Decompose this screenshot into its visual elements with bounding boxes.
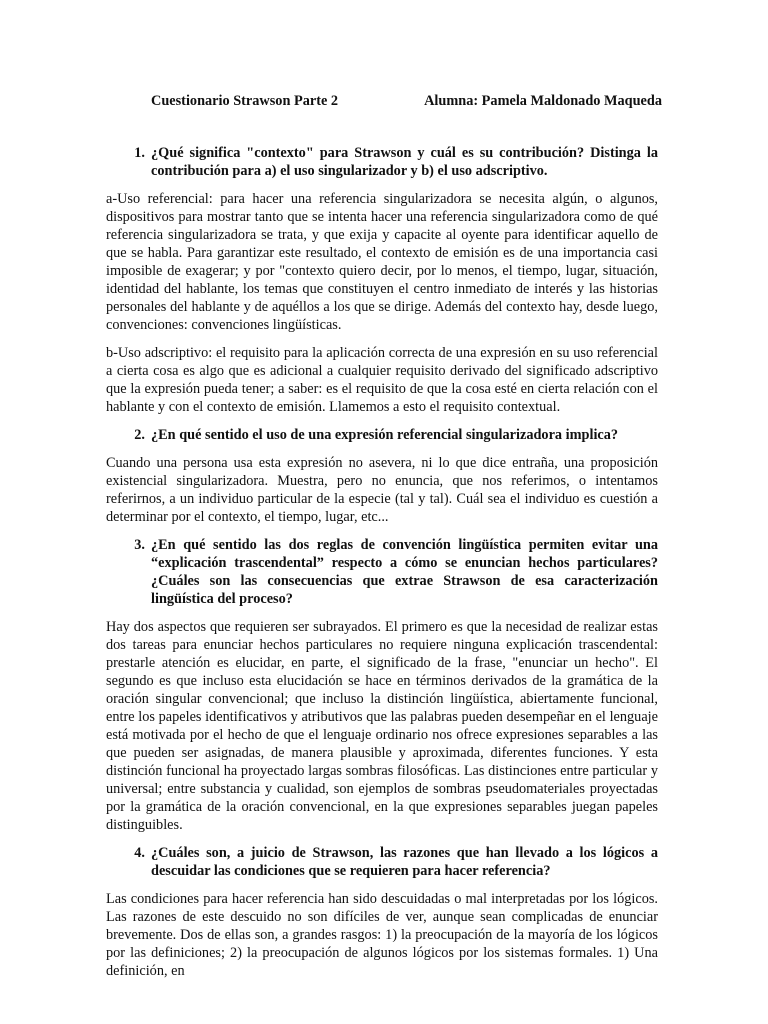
answer-paragraph: a-Uso referencial: para hacer una referencia singularizadora se necesita algún, o algunos, dispositivos para mostrar tanto que se intenta hacer una referencia singularizadora como de qué referencia singularizadora se trata, y que exija y capacite al oyente para identificar aquello de que se habla. Para garantizar este resultado, el contexto de emisión es de una importancia casi imposible de exagerar; y por "contexto quiero decir, por lo menos, el tiempo, lugar, situación, identidad del hablante, los temas que constituyen el centro inmediato de interés y las historias personales del hablante y de aquéllos a los que se dirige. Además del contexto hay, desde luego, convenciones: convenciones lingüísticas. — [106, 191, 658, 333]
answer-paragraph: Las condiciones para hacer referencia han sido descuidadas o mal interpretadas por los lógicos. Las razones de este descuido no son difíciles de ver, aunque sean complicadas de enunciar brevemente. Dos de ellas son, a grandes rasgos: 1) la preocupación de la mayoría de los lógicos por las definiciones; 2) la preocupación de algunos lógicos por los sistemas formales. 1) Una definición, en — [106, 891, 658, 979]
question-2 — [106, 426, 658, 444]
question-number: 4. — [134, 845, 145, 861]
answer-paragraph: Hay dos aspectos que requieren ser subrayados. El primero es que la necesidad de realizar estas dos tareas para enunciar hechos particulares no requiere ninguna explicación trascendental: prestarle atención es elucidar, en parte, el significado de la frase, "enunciar un hecho". El segundo es que incluso esta elucidación se hace en términos derivados de la gramática de la oración singular convencional; que incluso la distinción lingüística, abiertamente funcional, entre los papeles identificativos y atributivos que las palabras pueden desempeñar en el lenguaje está motivada por el hecho de que el lenguaje ordinario nos ofrece expresiones separables a las que pueden ser asignadas, de manera plausible y aproximada, diferentes funciones. Y esta distinción funcional ha proyectado largas sombras filosóficas. Las distinciones entre particular y universal; entre substancia y cualidad, son ejemplos de sombras pseudomateriales proyectadas por la gramática de la oración convencional, en la que expresiones separables juegan papeles distinguibles. — [106, 619, 658, 833]
question-1 — [106, 144, 658, 180]
question-text: ¿Cuáles son, a juicio de Strawson, las razones que han llevado a los lógicos a descuidar las condiciones que se requieren para hacer referencia? — [151, 845, 658, 879]
question-4 — [106, 844, 658, 880]
answer-paragraph: b-Uso adscriptivo: el requisito para la aplicación correcta de una expresión en su uso referencial a cierta cosa es algo que es adicional a cualquier requisito derivado del significado adscriptivo que la expresión pueda tener; a saber: es el requisito de que la cosa esté en cierta relación con el hablante y con el contexto de emisión. Llamemos a esto el requisito contextual. — [106, 345, 658, 415]
document-title: Cuestionario Strawson Parte 2 — [151, 93, 339, 109]
document-header — [151, 92, 662, 110]
answer-paragraph: Cuando una persona usa esta expresión no asevera, ni lo que dice entraña, una proposición existencial singularizadora. Muestra, pero no enuncia, que nos referimos, o intentamos referirnos, a un individuo particular de la especie (tal y tal). Cuál sea el individuo es cuestión a determinar por el contexto, el tiempo, lugar, etc... — [106, 455, 658, 525]
question-number: 2. — [134, 427, 145, 443]
question-text: ¿En qué sentido el uso de una expresión referencial singularizadora implica? — [151, 427, 619, 443]
student-name: Alumna: Pamela Maldonado Maqueda — [424, 93, 662, 109]
question-number: 3. — [134, 537, 145, 553]
question-number: 1. — [134, 145, 145, 161]
question-3 — [106, 536, 658, 608]
document-body — [106, 144, 658, 990]
question-text: ¿Qué significa "contexto" para Strawson y cuál es su contribución? Distinga la contribución para a) el uso singularizador y b) el uso adscriptivo. — [151, 145, 658, 179]
question-text: ¿En qué sentido las dos reglas de convención lingüística permiten evitar una “explicación trascendental” respecto a cómo se enuncian hechos particulares? ¿Cuáles son las consecuencias que extrae Strawson de esa caracterización lingüística del proceso? — [151, 537, 658, 607]
